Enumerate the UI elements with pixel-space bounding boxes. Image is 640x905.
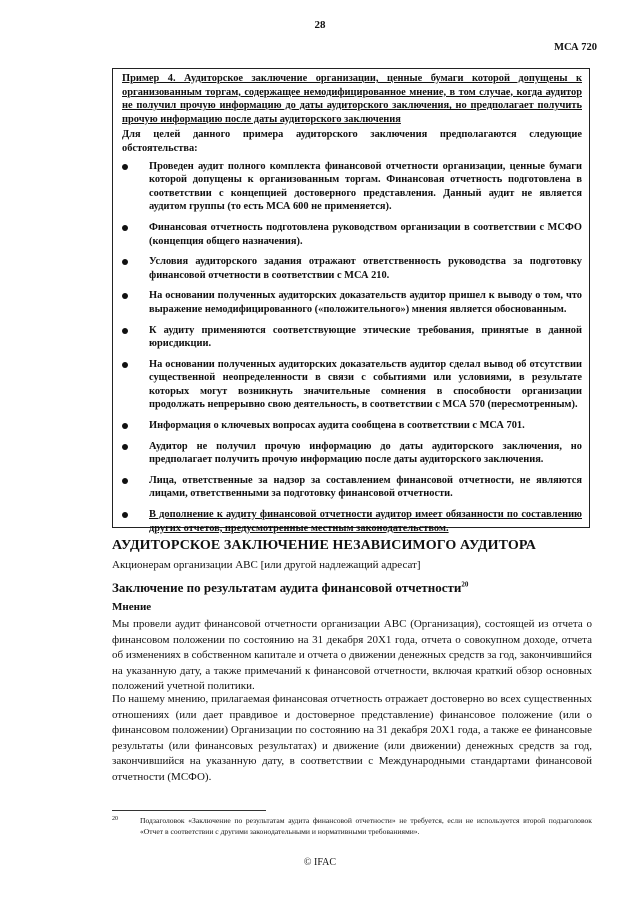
report-heading: АУДИТОРСКОЕ ЗАКЛЮЧЕНИЕ НЕЗАВИСИМОГО АУДИТОРА [112, 538, 536, 553]
example-box [112, 68, 590, 534]
example-intro: Для целей данного примера аудиторского заключения предполагаются следующие обстоятельства: [122, 129, 582, 154]
list-item-text: Аудитор не получил прочую информацию до даты аудиторского заключения, но предполагает получить прочую информацию после даты аудиторского заключения. [149, 440, 582, 466]
list-item [122, 221, 582, 248]
list-item-text: На основании полученных аудиторских доказательств аудитор пришел к выводу о том, что выражение немодифицированного («положительного») мнения является обоснованным. [149, 290, 582, 315]
list-item [122, 289, 582, 316]
list-item-text: К аудиту применяются соответствующие этические требования, принятые в данной юрисдикции. [149, 324, 582, 350]
bullet-icon [122, 444, 128, 450]
opinion-paragraph: Мы провели аудит финансовой отчетности организации ABC (Организация), состоящей из отчета о финансовом положении по состоянию на 31 декабря 20X1 года, отчета о совокупном доходе, отчета об изменениях в собственном капитале и отчета о движении денежных средств за год, закончившийся на указанную дату, а также примечаний к финансовой отчетности, включая краткий обзор основных положений учетной политики. [112, 618, 592, 693]
bullet-icon [122, 293, 128, 299]
addressee-line: Акционерам организации ABC [или другой надлежащий адресат] [112, 559, 421, 571]
bullet-icon [122, 362, 128, 368]
footnote-divider [112, 810, 266, 811]
standard-reference: МСА 720 [554, 42, 597, 53]
footnote-reference: 20 [461, 580, 469, 589]
section-heading [112, 580, 468, 596]
bullet-icon [122, 423, 128, 429]
bullet-icon [122, 512, 128, 518]
list-item-text: На основании полученных аудиторских доказательств аудитор сделал вывод об отсутствии существенной неопределенности в связи с событиями или условиями, в результате которых могут возникнуть значительные сомнения в способности организации продолжать непрерывно свою деятельность, в соответствии с МСА 570 (пересмотренным). [149, 358, 582, 411]
list-item-text: Проведен аудит полного комплекта финансовой отчетности организации, ценные бумаги которой допущены к организованным торгам. Финансовая отчетность подготовлена в соответствии с концепцией достоверного представления. Данный аудит не является аудитом группы (то есть МСА 600 не применяется). [149, 160, 582, 213]
opinion-paragraph: По нашему мнению, прилагаемая финансовая отчетность отражает достоверно во всех существенных отношениях (или дает правдивое и достоверное представление) финансовое положение (или о финансовом положении) Организации по состоянию на 31 декабря 20X1 года, а также ее финансовые результаты (или финансовых результатах) и движение (или движении) денежных средств за год, закончившийся на указанную дату, в соответствии с Международными стандартами финансовой отчетности (МСФО). [112, 693, 592, 783]
list-item [122, 474, 582, 501]
bullet-icon [122, 328, 128, 334]
bullet-icon [122, 478, 128, 484]
example-title: Пример 4. Аудиторское заключение организации, ценные бумаги которой допущены к организованным торгам, содержащее немодифицированное мнение, в том случае, когда аудитор не получил прочую информацию до даты аудиторского заключения, но предполагает получить прочую информацию после даты аудиторского заключения [122, 73, 582, 125]
list-item [122, 324, 582, 351]
page-number: 28 [314, 19, 326, 31]
footnote-mark: 20 [112, 816, 118, 822]
bullet-icon [122, 164, 128, 170]
footnote-text: Подзаголовок «Заключение по результатам аудита финансовой отчетности» не требуется, если не используется второй подзаголовок «Отчет в соответствии с другими законодательными и нормативными требованиями». [140, 816, 592, 836]
list-item [122, 440, 582, 467]
list-item [122, 508, 582, 535]
list-item-text: Финансовая отчетность подготовлена руководством организации в соответствии с МСФО (концепция общего назначения). [149, 221, 582, 247]
copyright-notice: © IFAC [303, 857, 337, 868]
list-item [122, 255, 582, 282]
opinion-subheading: Мнение [112, 601, 152, 613]
section-heading-text: Заключение по результатам аудита финансовой отчетности [112, 580, 462, 595]
footnote [112, 816, 592, 837]
bullet-icon [122, 225, 128, 231]
circumstances-list [122, 160, 582, 536]
list-item-text: Условия аудиторского задания отражают ответственность руководства за подготовку финансовой отчетности в соответствии с МСА 210. [149, 256, 582, 281]
list-item [122, 419, 582, 433]
list-item-text: Информация о ключевых вопросах аудита сообщена в соответствии с МСА 701. [149, 420, 525, 432]
list-item [122, 358, 582, 412]
list-item-text: В дополнение к аудиту финансовой отчетности аудитор имеет обязанности по составлению других отчетов, предусмотренные местным законодательством. [149, 509, 582, 534]
list-item [122, 160, 582, 214]
bullet-icon [122, 259, 128, 265]
list-item-text: Лица, ответственные за надзор за составлением финансовой отчетности, не являются лицами, ответственными за подготовку финансовой отчетности. [149, 474, 582, 500]
